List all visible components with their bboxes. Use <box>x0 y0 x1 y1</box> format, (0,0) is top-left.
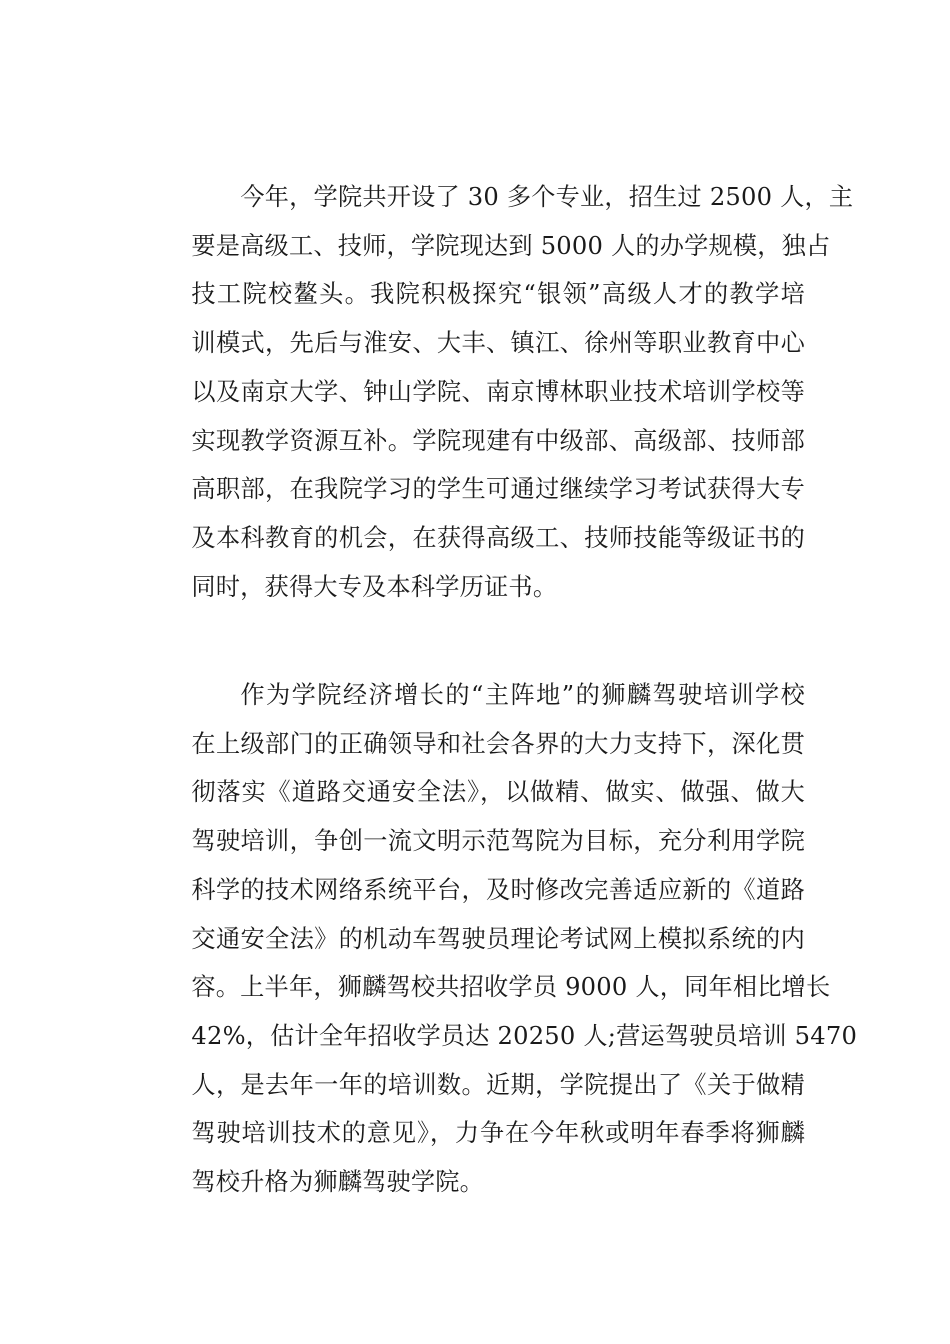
paragraph-line: 驾驶培训，争创一流文明示范驾院为目标，充分利用学院 <box>191 827 805 856</box>
paragraph-line: 实现教学资源互补。学院现建有中级部、高级部、技师部 <box>191 426 805 455</box>
paragraph-line: 驾驶培训技术的意见》，力争在今年秋或明年春季将狮麟 <box>191 1119 805 1148</box>
paragraph-line: 及本科教育的机会，在获得高级工、技师技能等级证书的 <box>191 523 805 552</box>
paragraph-line: 高职部，在我院学习的学生可通过继续学习考试获得大专 <box>191 475 805 504</box>
paragraph-line: 交通安全法》的机动车驾驶员理论考试网上模拟系统的内 <box>191 924 805 953</box>
paragraph-enrollment <box>143 173 854 611</box>
paragraph-driving-school <box>143 671 858 1207</box>
paragraph-line: 要是高级工、技师，学院现达到 5000 人的办学规模，独占 <box>191 231 831 260</box>
paragraph-line: 训模式，先后与淮安、大丰、镇江、徐州等职业教育中心 <box>191 329 805 358</box>
paragraph-line: 今年，学院共开设了 30 多个专业，招生过 2500 人，主 <box>240 183 854 211</box>
paragraph-line: 42%，估计全年招收学员达 20250 人;营运驾驶员培训 5470 <box>191 1021 858 1050</box>
paragraph-line: 驾校升格为狮麟驾驶学院。 <box>191 1168 485 1197</box>
paragraph-line: 技工院校鳌头。我院积极探究“银领”高级人才的教学培 <box>191 280 805 309</box>
paragraph-line: 人，是去年一年的培训数。近期，学院提出了《关于做精 <box>191 1070 805 1099</box>
paragraph-line: 作为学院经济增长的“主阵地”的狮麟驾驶培训学校 <box>240 681 805 709</box>
paragraph-line: 同时，获得大专及本科学历证书。 <box>191 572 558 601</box>
paragraph-line: 科学的技术网络系统平台，及时修改完善适应新的《道路 <box>191 875 805 904</box>
paragraph-line: 容。上半年，狮麟驾校共招收学员 9000 人，同年相比增长 <box>191 973 831 1002</box>
paragraph-line: 彻落实《道路交通安全法》，以做精、做实、做强、做大 <box>191 778 805 807</box>
paragraph-line: 以及南京大学、钟山学院、南京博林职业技术培训学校等 <box>191 377 805 406</box>
paragraph-line: 在上级部门的正确领导和社会各界的大力支持下，深化贯 <box>191 729 805 758</box>
